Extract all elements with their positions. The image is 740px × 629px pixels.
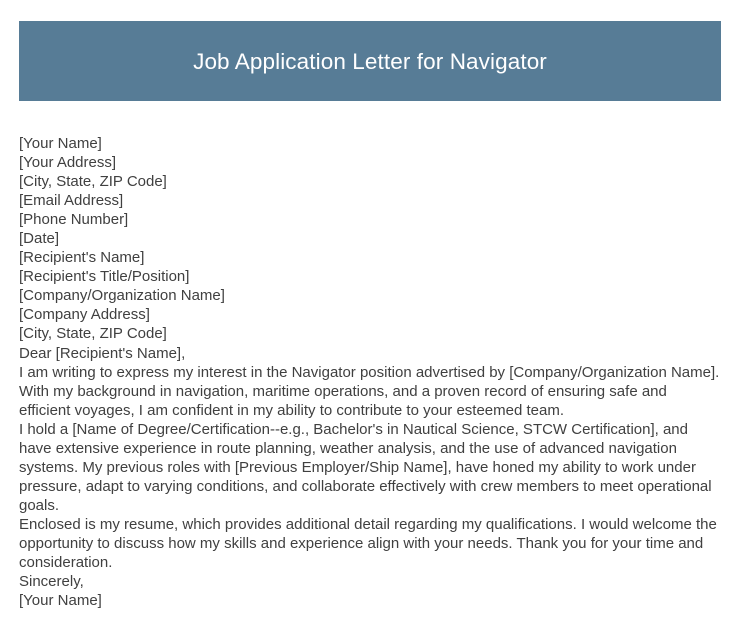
letter-line: [Recipient's Title/Position]	[19, 268, 190, 286]
letter-signature: [Your Name]	[19, 592, 102, 610]
letter-body	[19, 134, 722, 610]
letter-salutation: Dear [Recipient's Name],	[19, 344, 186, 362]
letter-line: [Phone Number]	[19, 211, 129, 229]
letter-paragraph: Enclosed is my resume, which provides additional detail regarding my qualifications. I would welcome the opportunity to discuss how my skills and experience align with your needs. Thank you for your time and consideration.	[19, 515, 717, 572]
letter-line: [Your Name]	[19, 135, 102, 152]
letter-line: [Your Address]	[19, 154, 117, 172]
letter-line: [City, State, ZIP Code]	[19, 173, 167, 191]
letter-paragraph: I am writing to express my interest in the Navigator position advertised by [Company/Organization Name]. With my background in navigation, maritime operations, and a proven record of ensuring safe and efficient voyages, I am confident in my ability to contribute to your esteemed team.	[19, 363, 720, 419]
document-header-banner	[19, 21, 721, 101]
letter-line: [Recipient's Name]	[19, 249, 145, 267]
letter-line: [Company Address]	[19, 306, 150, 324]
letter-paragraph: I hold a [Name of Degree/Certification--e.g., Bachelor's in Nautical Science, STCW Certification], and have extensive experience in route planning, weather analysis, and the use of advanced navigation systems. My previous roles with [Previous Employer/Ship Name], have honed my ability to work under pressure, adapt to varying conditions, and collaborate effectively with crew members to meet operational goals.	[19, 420, 712, 514]
letter-line: [Email Address]	[19, 192, 124, 210]
letter-line: [City, State, ZIP Code]	[19, 325, 167, 343]
letter-line: [Company/Organization Name]	[19, 287, 225, 305]
letter-closing: Sincerely,	[19, 573, 84, 591]
page-title: Job Application Letter for Navigator	[193, 48, 547, 74]
letter-line: [Date]	[19, 230, 60, 248]
